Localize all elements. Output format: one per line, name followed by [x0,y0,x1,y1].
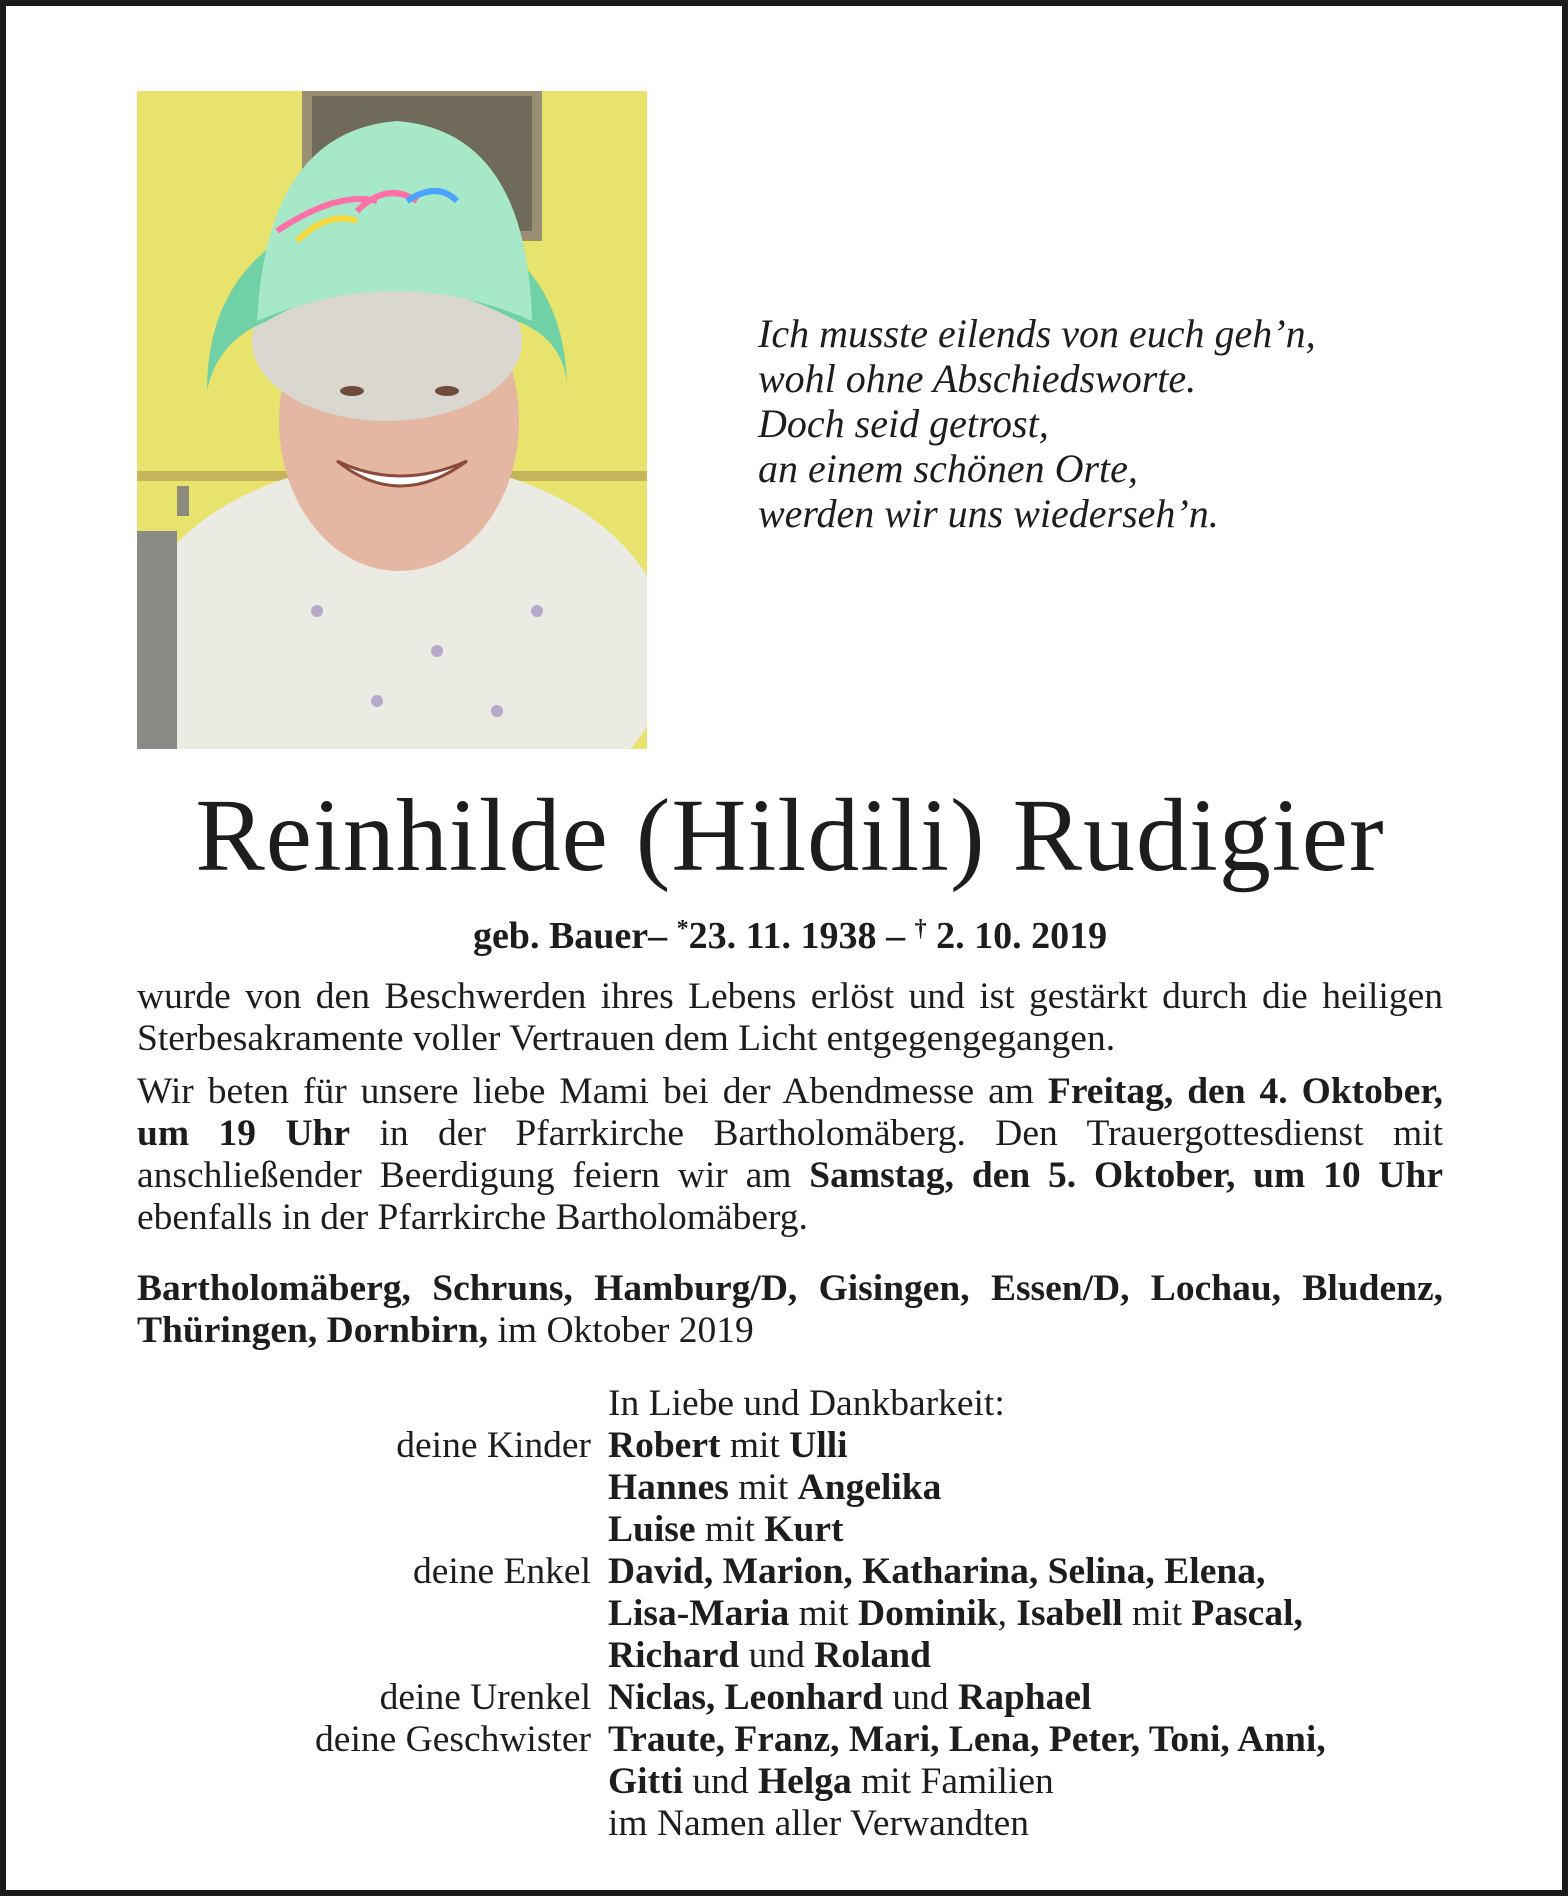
joiner: und [739,1635,815,1676]
joiner: mit [789,1593,858,1634]
mourner-line: David, Marion, Katharina, Selina, Elena, [608,1551,1266,1592]
date-separator: – [876,915,915,957]
mourner-line: Traute, Franz, Mari, Lena, Peter, Toni, Anni, [608,1719,1326,1760]
portrait-photo [137,91,647,749]
mourner-name: Isabell [1016,1593,1123,1634]
announcement-paragraph: wurde von den Beschwerden ihres Lebens erlöst und ist gestärkt durch die heiligen Sterbesakramente voller Vertrauen dem Licht entgegengegangen. [137,976,1443,1059]
joiner: , [997,1593,1017,1634]
joiner: mit [695,1509,765,1550]
birth-date: 23. 11. 1938 [688,915,877,957]
poem-line: wohl ohne Abschiedsworte. [758,356,1197,401]
place-date: im Oktober 2019 [488,1310,754,1351]
joiner: mit Familien [851,1761,1054,1802]
mourner-name: Luise [608,1509,696,1550]
mourner-line [608,1425,848,1467]
death-date: 2. 10. 2019 [926,915,1108,957]
mourner-name: Gitti [608,1761,683,1802]
service-text: Wir beten für unsere liebe Mami bei der Abendmesse am [137,1071,1048,1112]
mourner-line [608,1677,1091,1719]
places-paragraph [137,1268,1443,1352]
deceased-name: Reinhilde (Hildili) Rudigier [195,778,1385,893]
relation-label: deine Geschwister [315,1719,591,1760]
evening-mass-date: Freitag, den 4. Oktober, um 19 Uhr [137,1071,1443,1154]
funeral-date: Samstag, den 5. Oktober, um 10 Uhr [809,1155,1443,1196]
poem-line: an einem schönen Orte, [758,446,1138,491]
mourner-name: Kurt [764,1509,844,1550]
mourner-line [608,1509,843,1551]
mourner-name: Dominik [858,1593,998,1634]
joiner: und [883,1677,959,1718]
relation-label: deine Kinder [396,1425,591,1466]
mourner-name: Helga [757,1761,852,1802]
mourner-name: Niclas, Leonhard [608,1677,884,1718]
poem-line: Ich musste eilends von euch geh’n, [758,311,1316,356]
poem-line: werden wir uns wiederseh’n. [758,491,1219,536]
life-dates [6,906,1568,959]
relation-label: deine Enkel [412,1551,591,1592]
service-text: in der Pfarrkirche Bartholomäberg. Den Trauergottesdienst mit anschließender Beerdigung feiern wir am [137,1113,1443,1196]
mourner-line [608,1593,1303,1635]
birth-symbol: * [676,916,689,942]
mourner-name: Ulli [789,1425,848,1466]
mourner-name: Roland [814,1635,931,1676]
mourner-name: Hannes [608,1467,729,1508]
places-list: Bartholomäberg, Schruns, Hamburg/D, Gisingen, Essen/D, Lochau, Bludenz, Thüringen, Dornbirn, [137,1268,1443,1351]
closing-final: im Namen aller Verwandten [608,1803,1030,1844]
date-separator: – [648,915,677,957]
mourner-line [608,1635,931,1677]
mourner-name: Angelika [797,1467,942,1508]
mourner-name: Raphael [958,1677,1092,1718]
mourner-line [608,1467,941,1509]
mourner-name: Pascal, [1191,1593,1303,1634]
relation-label: deine Urenkel [379,1677,591,1718]
mourner-name: Lisa-Maria [608,1593,790,1634]
memorial-poem [758,311,1316,536]
poem-line: Doch seid getrost, [758,401,1049,446]
joiner: mit [1122,1593,1192,1634]
maiden-name: geb. Bauer [472,915,649,957]
service-paragraph [137,1071,1443,1239]
mourner-name: Richard [608,1635,740,1676]
closing-intro: In Liebe und Dankbarkeit: [608,1383,1005,1424]
joiner: mit [720,1425,790,1466]
service-text: ebenfalls in der Pfarrkirche Bartholomäberg. [137,1197,808,1238]
joiner: mit [728,1467,798,1508]
portrait-illustration [137,91,647,749]
death-symbol: † [914,916,927,942]
mourner-name: Robert [608,1425,721,1466]
mourner-line [608,1761,1054,1803]
joiner: und [682,1761,758,1802]
mourners-list [6,1383,1568,1845]
